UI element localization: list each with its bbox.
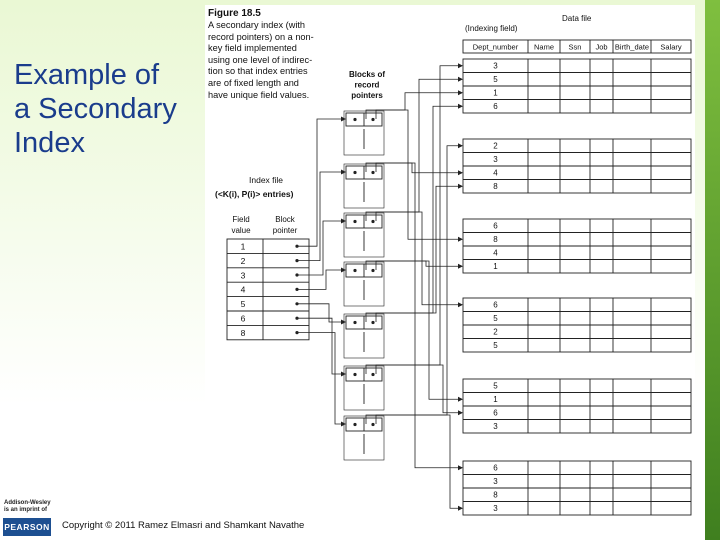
block-pointer-col-header: pointer xyxy=(272,226,298,235)
index-entries-label: (<K(i), P(i)> entries) xyxy=(215,189,294,199)
record-pointer-dot xyxy=(371,118,374,121)
index-field-value: 5 xyxy=(240,299,246,310)
data-dept-number-cell: 5 xyxy=(493,75,498,84)
data-dept-number-cell: 8 xyxy=(493,490,498,500)
data-dept-number-cell: 2 xyxy=(493,327,498,337)
data-dept-number-cell: 3 xyxy=(493,155,498,164)
data-dept-number-cell: 8 xyxy=(493,182,498,191)
pearson-logo: PEARSON xyxy=(3,518,51,536)
record-pointer-dot xyxy=(371,220,374,223)
index-field-value: 6 xyxy=(240,313,246,324)
right-decor-bar xyxy=(705,0,720,540)
data-dept-number-cell: 5 xyxy=(493,314,498,323)
data-dept-number-cell: 8 xyxy=(493,235,498,244)
secondary-index-diagram xyxy=(205,5,695,513)
data-dept-number-cell: 3 xyxy=(493,477,498,486)
pointer-to-record-arrow xyxy=(458,90,463,95)
indexing-field-label: (Indexing field) xyxy=(465,24,518,33)
index-field-value: 8 xyxy=(240,327,246,338)
record-pointer-dot xyxy=(371,171,374,174)
pointer-to-record-arrow xyxy=(458,104,463,109)
record-pointer-dot xyxy=(371,423,374,426)
pointer-to-record-arrow xyxy=(458,302,463,307)
pointer-to-record-arrow xyxy=(458,143,463,148)
data-column-header: Name xyxy=(533,42,555,52)
index-field-value: 4 xyxy=(240,284,246,295)
pointer-to-record-arrow xyxy=(458,77,463,82)
index-to-block-connector xyxy=(297,333,345,424)
pointer-to-record-arrow xyxy=(458,264,463,269)
data-dept-number-cell: 3 xyxy=(493,504,498,513)
record-pointer-dot xyxy=(353,321,356,324)
data-dept-number-cell: 4 xyxy=(493,248,498,258)
record-pointer-dot xyxy=(353,220,356,223)
data-dept-number-cell: 4 xyxy=(493,168,498,178)
record-pointer-dot xyxy=(353,269,356,272)
figure-caption: A secondary index (with record pointers) on a non- key field implemented using one level of indirec- tion so that index entries are of fixed length and have unique field values. xyxy=(208,20,314,100)
data-dept-number-cell: 1 xyxy=(493,88,498,98)
data-dept-number-cell: 3 xyxy=(493,61,498,71)
block-pointer-col-header: Block xyxy=(275,215,295,224)
record-pointer-dot xyxy=(371,269,374,272)
data-dept-number-cell: 2 xyxy=(493,141,498,151)
data-column-header: Birth_date xyxy=(614,42,650,52)
index-field-value: 2 xyxy=(240,255,246,266)
record-pointer-dot xyxy=(353,373,356,376)
field-value-col-header: Field xyxy=(232,215,250,224)
data-file-label: Data file xyxy=(562,14,592,23)
index-to-block-connector xyxy=(297,119,345,246)
data-dept-number-cell: 6 xyxy=(493,102,498,111)
data-dept-number-cell: 3 xyxy=(493,422,498,431)
index-field-value: 1 xyxy=(240,241,246,252)
index-file-label: Index file xyxy=(249,175,284,185)
pointer-to-record-arrow xyxy=(458,237,463,242)
data-dept-number-cell: 6 xyxy=(493,300,498,310)
data-dept-number-cell: 1 xyxy=(493,395,498,404)
slide-title: Example of a Secondary Index xyxy=(14,59,177,159)
field-value-col-header: value xyxy=(231,226,251,235)
pointer-to-record-arrow xyxy=(458,63,463,68)
data-column-header: Salary xyxy=(660,42,682,52)
data-dept-number-cell: 1 xyxy=(493,262,498,271)
data-dept-number-cell: 6 xyxy=(493,221,498,231)
record-pointer-dot xyxy=(353,423,356,426)
publisher-imprint-text: Addison-Wesley is an imprint of xyxy=(4,500,51,513)
record-pointer-dot xyxy=(371,373,374,376)
pointer-to-record-arrow xyxy=(458,184,463,189)
pointer-to-record-arrow xyxy=(458,170,463,175)
index-field-value: 3 xyxy=(240,270,246,281)
blocks-of-record-pointers-label: Blocks of xyxy=(348,70,386,79)
figure-title: Figure 18.5 xyxy=(208,8,261,19)
pointer-to-record-arrow xyxy=(458,465,463,470)
pointer-to-record-connector xyxy=(376,261,462,270)
record-pointer-dot xyxy=(371,321,374,324)
pointer-to-record-arrow xyxy=(458,397,463,402)
data-dept-number-cell: 5 xyxy=(493,381,498,391)
data-column-header: Dept_number xyxy=(472,42,519,52)
copyright-footer: Copyright © 2011 Ramez Elmasri and Shamkant Navathe xyxy=(62,520,305,531)
record-pointer-dot xyxy=(353,171,356,174)
data-column-header: Ssn xyxy=(568,42,582,52)
data-dept-number-cell: 6 xyxy=(493,463,498,473)
data-column-header: Job xyxy=(595,42,608,52)
blocks-of-record-pointers-label: pointers xyxy=(351,91,383,100)
pointer-to-record-connector xyxy=(376,79,462,221)
pointer-to-record-arrow xyxy=(458,410,463,415)
pointer-to-record-arrow xyxy=(458,506,463,511)
record-pointer-dot xyxy=(353,118,356,121)
figure-panel xyxy=(205,5,695,513)
data-dept-number-cell: 6 xyxy=(493,408,498,418)
blocks-of-record-pointers-label: record xyxy=(354,80,380,90)
data-dept-number-cell: 5 xyxy=(493,341,498,350)
